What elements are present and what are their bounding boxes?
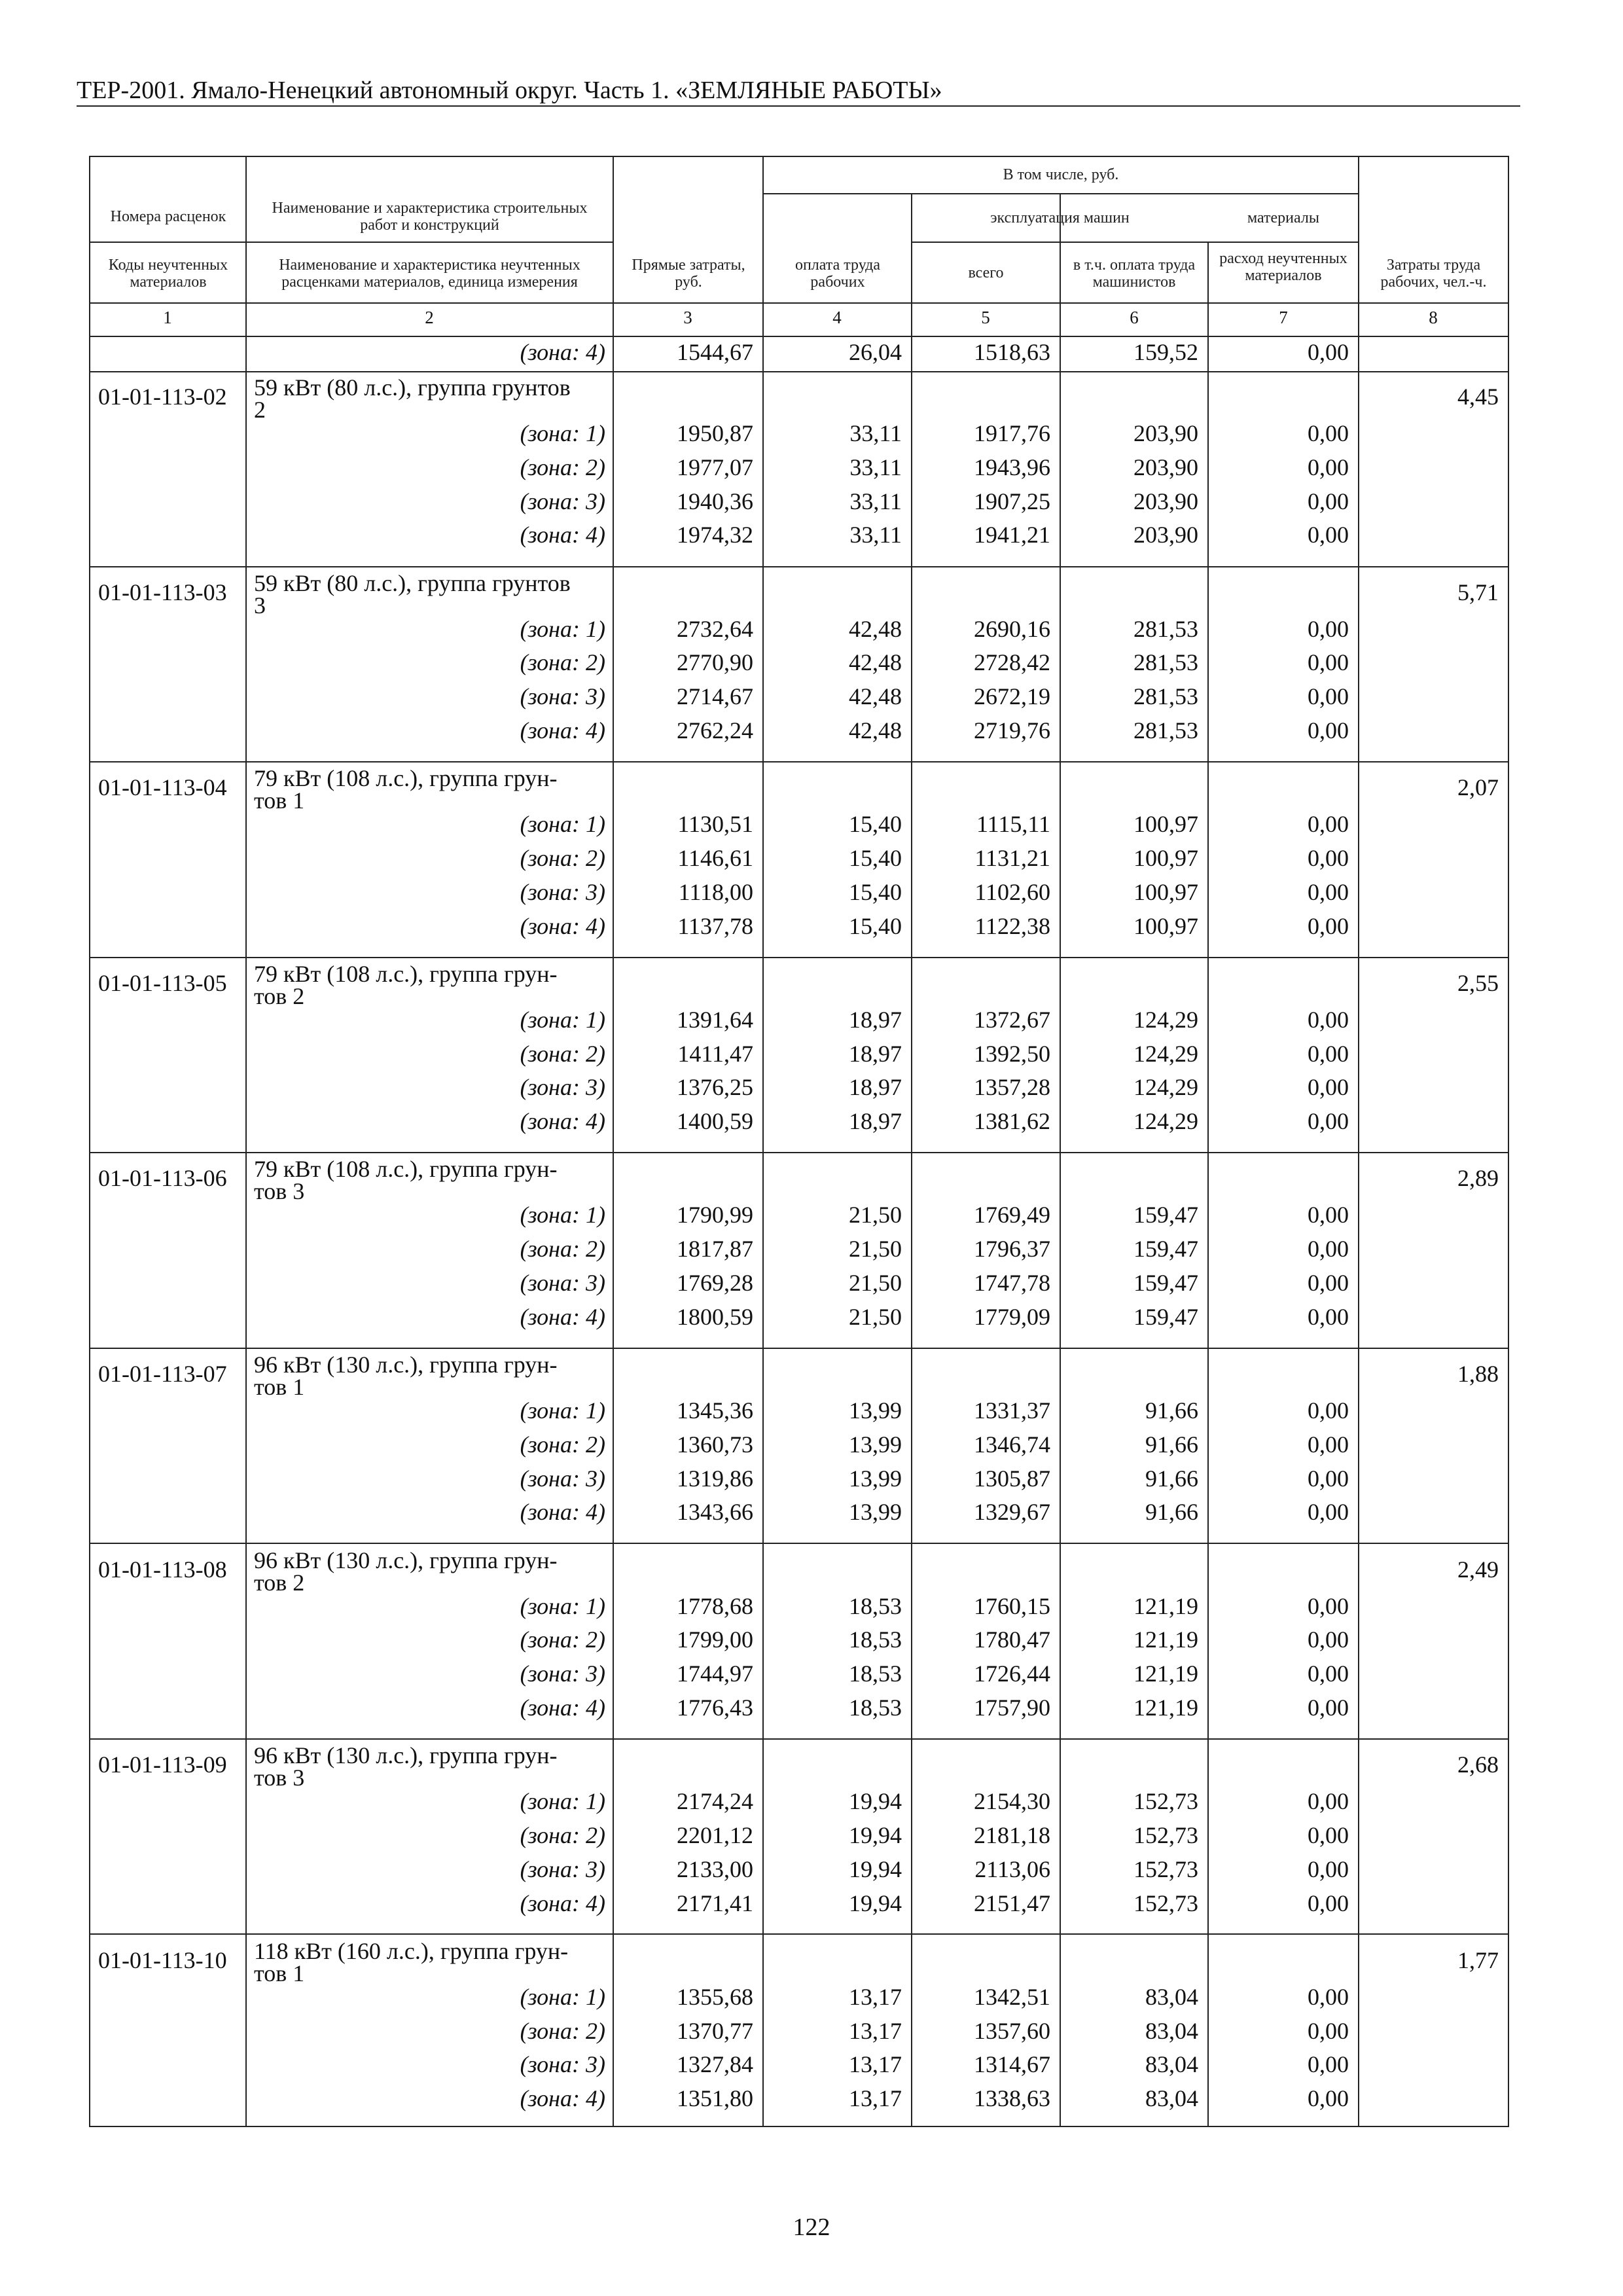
- zone-label: (зона: 3): [520, 1856, 605, 1882]
- work-name-line2: тов 3: [254, 1178, 305, 1205]
- worker-pay-cell: 13,99: [849, 1431, 902, 1458]
- zone-label: (зона: 2): [520, 1040, 605, 1067]
- zone-label: (зона: 2): [520, 649, 605, 676]
- worker-pay-cell: 13,99: [849, 1499, 902, 1526]
- direct-cost-cell: 1118,00: [678, 878, 753, 905]
- materials-cell: 0,00: [1308, 1465, 1349, 1492]
- rate-code: 01-01-113-07: [98, 1361, 227, 1387]
- machines-total-cell: 2672,19: [974, 683, 1050, 710]
- direct-cost-cell: 2201,12: [677, 1822, 753, 1848]
- operator-pay-cell: 124,29: [1133, 1108, 1198, 1135]
- column-number: 1: [163, 308, 172, 327]
- materials-cell: 0,00: [1308, 1660, 1349, 1687]
- machines-total-cell: 1726,44: [974, 1660, 1050, 1687]
- materials-cell: 0,00: [1308, 1202, 1349, 1229]
- worker-pay-cell: 21,50: [849, 1236, 902, 1263]
- worker-pay-cell: 18,53: [849, 1592, 902, 1619]
- direct-cost-cell: 1376,25: [677, 1074, 753, 1101]
- operator-pay-cell: 121,19: [1133, 1626, 1198, 1653]
- direct-cost-cell: 1411,47: [677, 1040, 753, 1067]
- zone-label: (зона: 3): [520, 2051, 605, 2078]
- operator-pay-cell: 281,53: [1133, 717, 1198, 744]
- worker-pay-cell: 19,94: [849, 1822, 902, 1848]
- direct-cost-cell: 1400,59: [677, 1108, 753, 1135]
- machines-total-cell: 1943,96: [974, 454, 1050, 480]
- direct-cost-cell: 1319,86: [677, 1465, 753, 1492]
- direct-cost-cell: 1776,43: [677, 1695, 753, 1721]
- machines-total-cell: 2154,30: [974, 1788, 1050, 1815]
- column-number: 6: [1130, 308, 1139, 327]
- operator-pay-cell: 152,73: [1133, 1890, 1198, 1916]
- machines-total-cell: 1796,37: [974, 1236, 1050, 1263]
- header-labor-costs: Затраты труда рабочих, чел.-ч.: [1380, 257, 1487, 291]
- materials-cell: 0,00: [1308, 845, 1349, 871]
- machines-total-cell: 1917,76: [974, 420, 1050, 446]
- header-operator-pay: в т.ч. оплата труда машинистов: [1073, 257, 1196, 291]
- operator-pay-cell: 100,97: [1133, 811, 1198, 838]
- column-number: 2: [425, 308, 434, 327]
- worker-pay-cell: 13,17: [849, 2085, 902, 2112]
- labor-cost-cell: 2,49: [1457, 1556, 1499, 1583]
- operator-pay-cell: 100,97: [1133, 878, 1198, 905]
- materials-cell: 0,00: [1308, 1626, 1349, 1653]
- materials-cell: 0,00: [1308, 420, 1349, 446]
- worker-pay-cell: 13,17: [849, 2051, 902, 2078]
- direct-cost-cell: 1940,36: [677, 488, 753, 514]
- materials-cell: 0,00: [1308, 1303, 1349, 1330]
- materials-cell: 0,00: [1308, 1822, 1349, 1848]
- machines-total-cell: 1769,49: [974, 1202, 1050, 1229]
- machines-total-cell: 1357,60: [974, 2017, 1050, 2044]
- operator-pay-cell: 159,47: [1133, 1202, 1198, 1229]
- header-work-description: Наименование и характеристика строительных работ и конструкций: [272, 200, 588, 234]
- worker-pay-cell: 21,50: [849, 1270, 902, 1296]
- machines-total-cell: 1779,09: [974, 1303, 1050, 1330]
- rate-code: 01-01-113-09: [98, 1751, 227, 1778]
- materials-cell: 0,00: [1308, 2051, 1349, 2078]
- operator-pay-cell: 83,04: [1145, 2017, 1198, 2044]
- operator-pay-cell: 124,29: [1133, 1074, 1198, 1101]
- operator-pay-cell: 121,19: [1133, 1660, 1198, 1687]
- operator-pay-cell: 152,73: [1133, 1822, 1198, 1848]
- work-name-line1: 59 кВт (80 л.с.), группа грунтов: [254, 569, 571, 596]
- machines-total-cell: 2690,16: [974, 615, 1050, 642]
- direct-cost-cell: 1744,97: [677, 1660, 753, 1687]
- operator-pay-cell: 159,52: [1133, 339, 1198, 365]
- materials-cell: 0,00: [1308, 1040, 1349, 1067]
- operator-pay-cell: 100,97: [1133, 912, 1198, 939]
- direct-cost-cell: 1343,66: [677, 1499, 753, 1526]
- operator-pay-cell: 281,53: [1133, 683, 1198, 710]
- worker-pay-cell: 13,17: [849, 2017, 902, 2044]
- header-rate-number: Номера расценок: [110, 208, 226, 225]
- materials-cell: 0,00: [1308, 1983, 1349, 2010]
- zone-label: (зона: 4): [520, 522, 605, 548]
- materials-cell: 0,00: [1308, 2085, 1349, 2112]
- work-name-line2: 2: [254, 397, 266, 423]
- machines-total-cell: 1329,67: [974, 1499, 1050, 1526]
- direct-cost-cell: 1130,51: [677, 811, 753, 838]
- machines-total-cell: 1747,78: [974, 1270, 1050, 1296]
- zone-label: (зона: 2): [520, 1431, 605, 1458]
- materials-cell: 0,00: [1308, 1856, 1349, 1882]
- zone-label: (зона: 3): [520, 1074, 605, 1101]
- machines-total-cell: 1131,21: [974, 845, 1050, 871]
- work-name-line2: тов 1: [254, 1374, 305, 1400]
- materials-cell: 0,00: [1308, 1074, 1349, 1101]
- operator-pay-cell: 203,90: [1133, 454, 1198, 480]
- materials-cell: 0,00: [1308, 1108, 1349, 1135]
- materials-cell: 0,00: [1308, 811, 1349, 838]
- direct-cost-cell: 1327,84: [677, 2051, 753, 2078]
- machines-total-cell: 2728,42: [974, 649, 1050, 676]
- materials-cell: 0,00: [1308, 522, 1349, 548]
- machines-total-cell: 1760,15: [974, 1592, 1050, 1619]
- materials-cell: 0,00: [1308, 1236, 1349, 1263]
- worker-pay-cell: 18,53: [849, 1660, 902, 1687]
- materials-cell: 0,00: [1308, 2017, 1349, 2044]
- zone-label: (зона: 1): [520, 615, 605, 642]
- direct-cost-cell: 2770,90: [677, 649, 753, 676]
- machines-total-cell: 1122,38: [974, 912, 1050, 939]
- machines-total-cell: 1346,74: [974, 1431, 1050, 1458]
- worker-pay-cell: 13,99: [849, 1397, 902, 1424]
- rate-code: 01-01-113-05: [98, 969, 227, 996]
- zone-label: (зона: 3): [520, 1270, 605, 1296]
- operator-pay-cell: 121,19: [1133, 1592, 1198, 1619]
- work-name-line1: 79 кВт (108 л.с.), группа грун-: [254, 1156, 558, 1183]
- work-name-line2: тов 2: [254, 982, 305, 1009]
- worker-pay-cell: 33,11: [849, 488, 902, 514]
- direct-cost-cell: 1790,99: [677, 1202, 753, 1229]
- materials-cell: 0,00: [1308, 717, 1349, 744]
- worker-pay-cell: 18,53: [849, 1626, 902, 1653]
- direct-cost-cell: 1769,28: [677, 1270, 753, 1296]
- worker-pay-cell: 21,50: [849, 1202, 902, 1229]
- direct-cost-cell: 2762,24: [677, 717, 753, 744]
- direct-cost-cell: 1800,59: [677, 1303, 753, 1330]
- zone-label: (зона: 1): [520, 1397, 605, 1424]
- column-number: 3: [683, 308, 692, 327]
- zone-label: (зона: 4): [520, 1695, 605, 1721]
- operator-pay-cell: 281,53: [1133, 615, 1198, 642]
- operator-pay-cell: 203,90: [1133, 420, 1198, 446]
- direct-cost-cell: 1950,87: [677, 420, 753, 446]
- zone-label: (зона: 1): [520, 1202, 605, 1229]
- zone-label: (зона: 3): [520, 683, 605, 710]
- rate-code: 01-01-113-08: [98, 1556, 227, 1583]
- rate-code: 01-01-113-03: [98, 579, 227, 605]
- header-machine-operation: эксплуатация машин: [990, 209, 1130, 226]
- zone-label: (зона: 1): [520, 811, 605, 838]
- zone-label: (зона: 4): [520, 339, 605, 365]
- machines-total-cell: 2181,18: [974, 1822, 1050, 1848]
- zone-label: (зона: 1): [520, 420, 605, 446]
- page-number: 122: [793, 2214, 830, 2241]
- operator-pay-cell: 91,66: [1145, 1465, 1198, 1492]
- work-name-line1: 79 кВт (108 л.с.), группа грун-: [254, 960, 558, 987]
- operator-pay-cell: 281,53: [1133, 649, 1198, 676]
- direct-cost-cell: 1544,67: [677, 339, 753, 365]
- worker-pay-cell: 33,11: [849, 420, 902, 446]
- materials-cell: 0,00: [1308, 1592, 1349, 1619]
- header-direct-costs: Прямые затраты, руб.: [632, 257, 745, 291]
- worker-pay-cell: 18,97: [849, 1040, 902, 1067]
- machines-total-cell: 1392,50: [974, 1040, 1050, 1067]
- materials-cell: 0,00: [1308, 1788, 1349, 1815]
- operator-pay-cell: 159,47: [1133, 1303, 1198, 1330]
- zone-label: (зона: 3): [520, 1465, 605, 1492]
- materials-cell: 0,00: [1308, 683, 1349, 710]
- column-number: 5: [981, 308, 990, 327]
- direct-cost-cell: 1391,64: [677, 1006, 753, 1033]
- operator-pay-cell: 203,90: [1133, 488, 1198, 514]
- zone-label: (зона: 2): [520, 1822, 605, 1848]
- direct-cost-cell: 2171,41: [677, 1890, 753, 1916]
- labor-cost-cell: 2,68: [1457, 1751, 1499, 1778]
- worker-pay-cell: 18,97: [849, 1108, 902, 1135]
- worker-pay-cell: 15,40: [849, 878, 902, 905]
- work-name-line1: 79 кВт (108 л.с.), группа грун-: [254, 765, 558, 792]
- worker-pay-cell: 21,50: [849, 1303, 902, 1330]
- machines-total-cell: 1115,11: [976, 811, 1050, 838]
- work-name-line2: 3: [254, 592, 266, 619]
- header-material-description: Наименование и характеристика неучтенных расценками материалов, единица измерения: [279, 257, 580, 291]
- materials-cell: 0,00: [1308, 454, 1349, 480]
- materials-cell: 0,00: [1308, 1695, 1349, 1721]
- direct-cost-cell: 2732,64: [677, 615, 753, 642]
- machines-total-cell: 1331,37: [974, 1397, 1050, 1424]
- direct-cost-cell: 2714,67: [677, 683, 753, 710]
- direct-cost-cell: 1370,77: [677, 2017, 753, 2044]
- operator-pay-cell: 124,29: [1133, 1040, 1198, 1067]
- worker-pay-cell: 42,48: [849, 615, 902, 642]
- worker-pay-cell: 19,94: [849, 1788, 902, 1815]
- work-name-line1: 96 кВт (130 л.с.), группа грун-: [254, 1352, 558, 1378]
- direct-cost-cell: 2133,00: [677, 1856, 753, 1882]
- machines-total-cell: 1102,60: [974, 878, 1050, 905]
- zone-label: (зона: 2): [520, 1236, 605, 1263]
- direct-cost-cell: 1974,32: [677, 522, 753, 548]
- zone-label: (зона: 1): [520, 1983, 605, 2010]
- direct-cost-cell: 2174,24: [677, 1788, 753, 1815]
- labor-cost-cell: 1,77: [1457, 1946, 1499, 1973]
- machines-total-cell: 1381,62: [974, 1108, 1050, 1135]
- operator-pay-cell: 91,66: [1145, 1431, 1198, 1458]
- header-worker-pay: оплата труда рабочих: [794, 257, 881, 291]
- materials-cell: 0,00: [1308, 649, 1349, 676]
- operator-pay-cell: 124,29: [1133, 1006, 1198, 1033]
- operator-pay-cell: 83,04: [1145, 2051, 1198, 2078]
- zone-label: (зона: 2): [520, 845, 605, 871]
- direct-cost-cell: 1799,00: [677, 1626, 753, 1653]
- labor-cost-cell: 2,55: [1457, 969, 1499, 996]
- worker-pay-cell: 15,40: [849, 811, 902, 838]
- worker-pay-cell: 19,94: [849, 1856, 902, 1882]
- zone-label: (зона: 1): [520, 1006, 605, 1033]
- materials-cell: 0,00: [1308, 878, 1349, 905]
- zone-label: (зона: 3): [520, 1660, 605, 1687]
- labor-cost-cell: 2,89: [1457, 1165, 1499, 1192]
- labor-cost-cell: 5,71: [1457, 579, 1499, 605]
- zone-label: (зона: 1): [520, 1788, 605, 1815]
- zone-label: (зона: 1): [520, 1592, 605, 1619]
- direct-cost-cell: 1146,61: [677, 845, 753, 871]
- direct-cost-cell: 1345,36: [677, 1397, 753, 1424]
- worker-pay-cell: 15,40: [849, 912, 902, 939]
- materials-cell: 0,00: [1308, 615, 1349, 642]
- operator-pay-cell: 152,73: [1133, 1788, 1198, 1815]
- worker-pay-cell: 33,11: [849, 454, 902, 480]
- worker-pay-cell: 19,94: [849, 1890, 902, 1916]
- direct-cost-cell: 1351,80: [677, 2085, 753, 2112]
- direct-cost-cell: 1137,78: [677, 912, 753, 939]
- materials-cell: 0,00: [1308, 912, 1349, 939]
- machines-total-cell: 2113,06: [974, 1856, 1050, 1882]
- work-name-line1: 118 кВт (160 л.с.), группа грун-: [254, 1937, 569, 1964]
- column-number: 7: [1279, 308, 1288, 327]
- header-including-group: В том числе, руб.: [1003, 166, 1119, 183]
- operator-pay-cell: 152,73: [1133, 1856, 1198, 1882]
- work-name-line2: тов 3: [254, 1765, 305, 1791]
- zone-label: (зона: 4): [520, 1890, 605, 1916]
- work-name-line2: тов 1: [254, 787, 305, 814]
- operator-pay-cell: 91,66: [1145, 1499, 1198, 1526]
- direct-cost-cell: 1977,07: [677, 454, 753, 480]
- work-name-line2: тов 1: [254, 1960, 305, 1986]
- machines-total-cell: 1372,67: [974, 1006, 1050, 1033]
- header-material-consumption: расход неучтенных материалов: [1219, 250, 1347, 284]
- rate-code: 01-01-113-02: [98, 384, 227, 410]
- direct-cost-cell: 1778,68: [677, 1592, 753, 1619]
- machines-total-cell: 1941,21: [974, 522, 1050, 548]
- zone-label: (зона: 4): [520, 717, 605, 744]
- zone-label: (зона: 3): [520, 488, 605, 514]
- worker-pay-cell: 15,40: [849, 845, 902, 871]
- machines-total-cell: 1757,90: [974, 1695, 1050, 1721]
- zone-label: (зона: 3): [520, 878, 605, 905]
- zone-label: (зона: 4): [520, 1108, 605, 1135]
- labor-cost-cell: 1,88: [1457, 1361, 1499, 1387]
- worker-pay-cell: 13,17: [849, 1983, 902, 2010]
- worker-pay-cell: 18,97: [849, 1006, 902, 1033]
- operator-pay-cell: 100,97: [1133, 845, 1198, 871]
- operator-pay-cell: 159,47: [1133, 1270, 1198, 1296]
- operator-pay-cell: 159,47: [1133, 1236, 1198, 1263]
- direct-cost-cell: 1360,73: [677, 1431, 753, 1458]
- work-name-line1: 96 кВт (130 л.с.), группа грун-: [254, 1547, 558, 1573]
- machines-total-cell: 1314,67: [974, 2051, 1050, 2078]
- operator-pay-cell: 91,66: [1145, 1397, 1198, 1424]
- materials-cell: 0,00: [1308, 1499, 1349, 1526]
- labor-cost-cell: 2,07: [1457, 774, 1499, 801]
- machines-total-cell: 1357,28: [974, 1074, 1050, 1101]
- machines-total-cell: 2719,76: [974, 717, 1050, 744]
- column-number: 4: [832, 308, 842, 327]
- materials-cell: 0,00: [1308, 1431, 1349, 1458]
- zone-label: (зона: 4): [520, 2085, 605, 2112]
- header-material-codes: Коды неучтенных материалов: [108, 257, 228, 291]
- operator-pay-cell: 203,90: [1133, 522, 1198, 548]
- work-name-line1: 59 кВт (80 л.с.), группа грунтов: [254, 374, 571, 401]
- operator-pay-cell: 83,04: [1145, 1983, 1198, 2010]
- materials-cell: 0,00: [1308, 1270, 1349, 1296]
- operator-pay-cell: 121,19: [1133, 1695, 1198, 1721]
- zone-label: (зона: 2): [520, 454, 605, 480]
- materials-cell: 0,00: [1308, 1890, 1349, 1916]
- direct-cost-cell: 1817,87: [677, 1236, 753, 1263]
- column-number: 8: [1429, 308, 1438, 327]
- worker-pay-cell: 42,48: [849, 683, 902, 710]
- direct-cost-cell: 1355,68: [677, 1983, 753, 2010]
- rate-code: 01-01-113-04: [98, 774, 227, 801]
- worker-pay-cell: 33,11: [849, 522, 902, 548]
- zone-label: (зона: 4): [520, 1303, 605, 1330]
- operator-pay-cell: 83,04: [1145, 2085, 1198, 2112]
- machines-total-cell: 1338,63: [974, 2085, 1050, 2112]
- machines-total-cell: 1305,87: [974, 1465, 1050, 1492]
- materials-cell: 0,00: [1308, 488, 1349, 514]
- worker-pay-cell: 18,97: [849, 1074, 902, 1101]
- zone-label: (зона: 4): [520, 912, 605, 939]
- worker-pay-cell: 13,99: [849, 1465, 902, 1492]
- machines-total-cell: 1780,47: [974, 1626, 1050, 1653]
- zone-label: (зона: 2): [520, 2017, 605, 2044]
- zone-label: (зона: 2): [520, 1626, 605, 1653]
- zone-label: (зона: 4): [520, 1499, 605, 1526]
- machines-total-cell: 1907,25: [974, 488, 1050, 514]
- work-name-line2: тов 2: [254, 1569, 305, 1596]
- worker-pay-cell: 26,04: [849, 339, 902, 365]
- header-machines-total: всего: [968, 264, 1004, 281]
- worker-pay-cell: 18,53: [849, 1695, 902, 1721]
- rate-code: 01-01-113-06: [98, 1165, 227, 1192]
- header-materials: материалы: [1247, 209, 1319, 226]
- labor-cost-cell: 4,45: [1457, 384, 1499, 410]
- machines-total-cell: 1342,51: [974, 1983, 1050, 2010]
- worker-pay-cell: 42,48: [849, 649, 902, 676]
- machines-total-cell: 2151,47: [974, 1890, 1050, 1916]
- materials-cell: 0,00: [1308, 1397, 1349, 1424]
- materials-cell: 0,00: [1308, 1006, 1349, 1033]
- work-name-line1: 96 кВт (130 л.с.), группа грун-: [254, 1742, 558, 1769]
- rate-code: 01-01-113-10: [98, 1946, 227, 1973]
- materials-cell: 0,00: [1308, 339, 1349, 365]
- machines-total-cell: 1518,63: [974, 339, 1050, 365]
- worker-pay-cell: 42,48: [849, 717, 902, 744]
- page-header-title: ТЕР-2001. Ямало-Ненецкий автономный округ. Часть 1. «ЗЕМЛЯНЫЕ РАБОТЫ»: [77, 77, 942, 104]
